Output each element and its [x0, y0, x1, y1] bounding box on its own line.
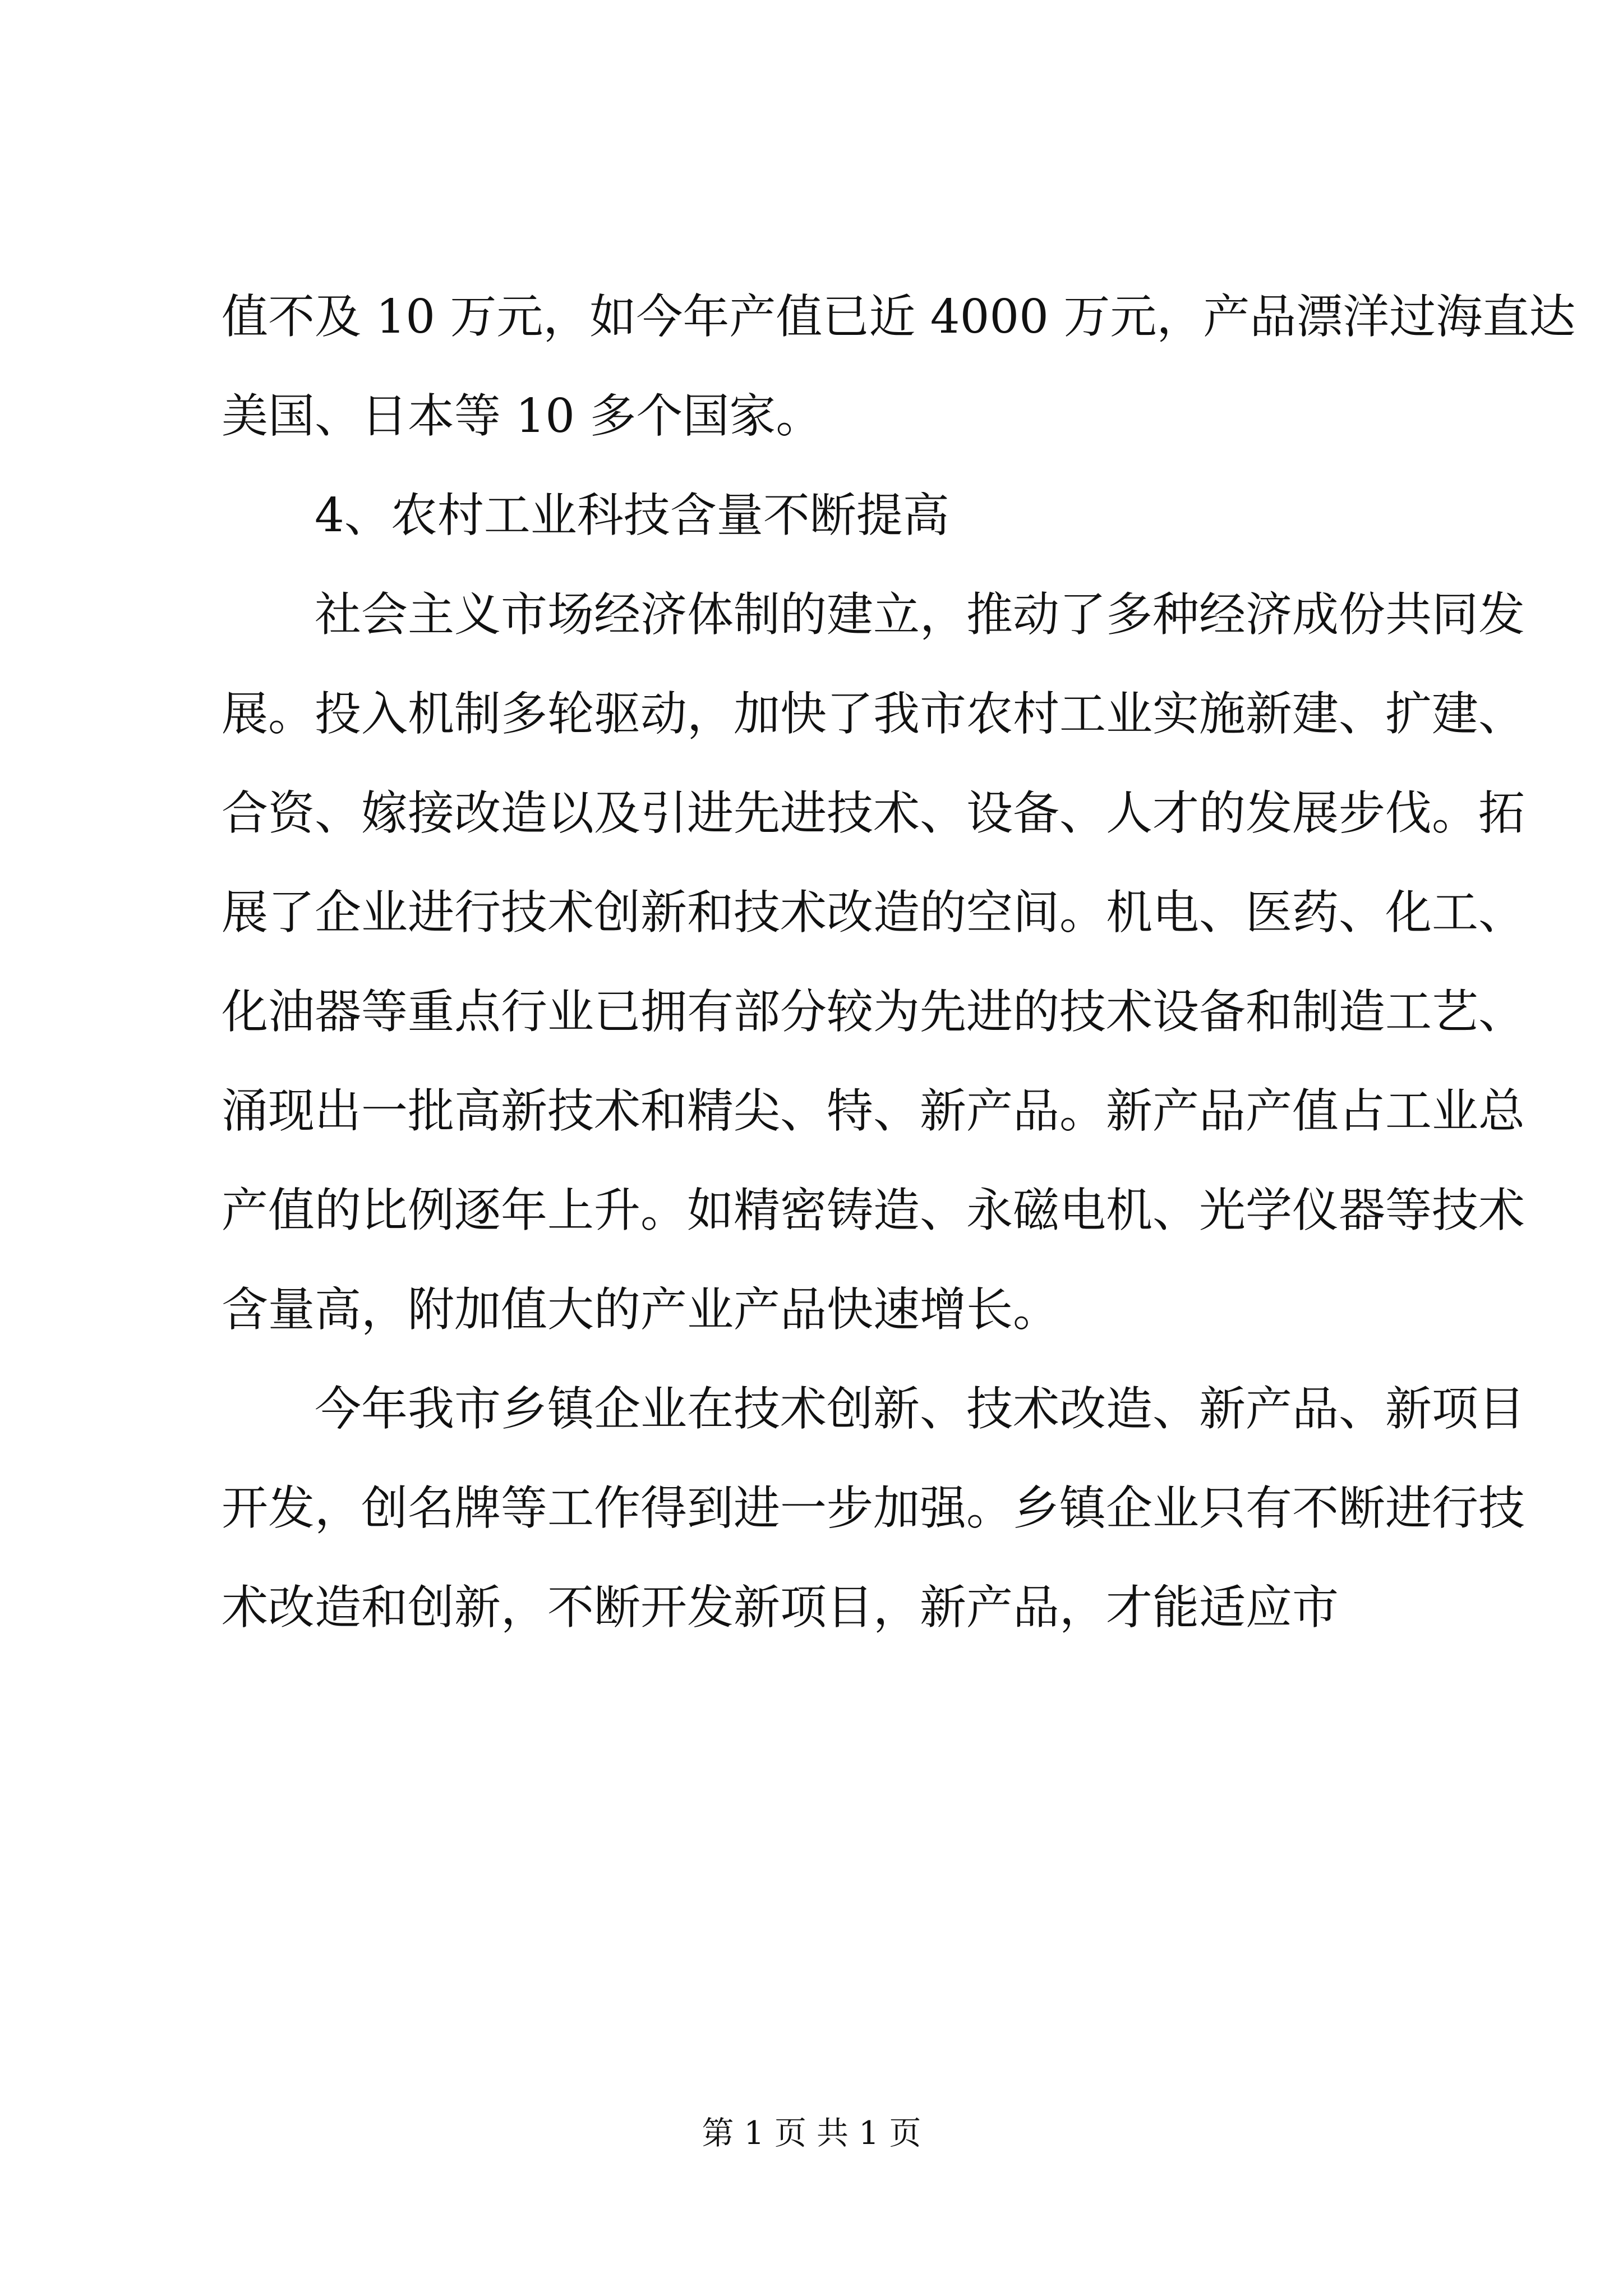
- page-footer: 第 1 页 共 1 页: [702, 2115, 921, 2152]
- text-line: 含量高，附加值大的产业产品快速增长。: [222, 1286, 1059, 1336]
- text-line: 今年我市乡镇企业在技术创新、技术改造、新产品、新项目: [315, 1382, 1525, 1436]
- text-line: 展了企业进行技术创新和技术改造的空间。机电、医药、化工、: [222, 885, 1525, 940]
- text-line: 合资、嫁接改造以及引进先进技术、设备、人才的发展步伐。拓: [222, 786, 1525, 840]
- text-line: 值不及 10 万元，如今年产值已近 4000 万元，产品漂洋过海直达: [222, 289, 1576, 344]
- text-line: 展。投入机制多轮驱动，加快了我市农村工业实施新建、扩建、: [222, 687, 1525, 741]
- text-line: 产值的比例逐年上升。如精密铸造、永磁电机、光学仪器等技术: [222, 1183, 1525, 1237]
- text-line: 社会主义市场经济体制的建立，推动了多种经济成份共同发: [315, 587, 1525, 642]
- text-line: 涌现出一批高新技术和精尖、特、新产品。新产品产值占工业总: [222, 1084, 1525, 1138]
- text-line: 开发，创名牌等工作得到进一步加强。乡镇企业只有不断进行技: [222, 1481, 1525, 1535]
- text-line: 术改造和创新，不断开发新项目，新产品，才能适应市: [222, 1584, 1339, 1634]
- section-heading: 4、农村工业科技含量不断提高: [315, 492, 949, 541]
- body-text: [222, 289, 1576, 1683]
- text-line: 化油器等重点行业已拥有部分较为先进的技术设备和制造工艺、: [222, 984, 1525, 1039]
- text-line: 美国、日本等 10 多个国家。: [222, 393, 823, 442]
